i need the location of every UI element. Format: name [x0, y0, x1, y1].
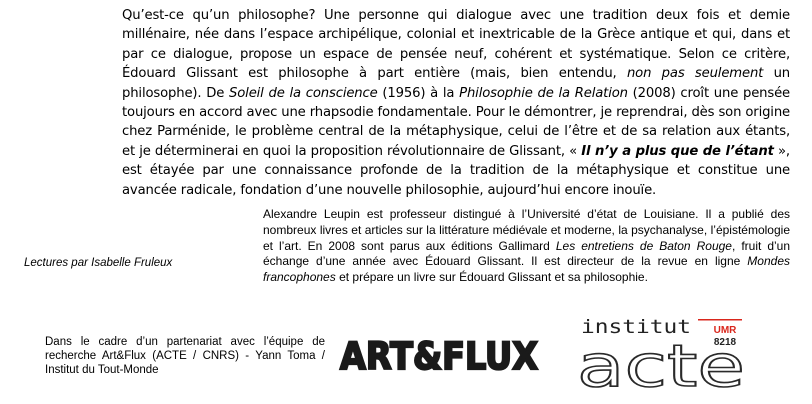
bio-text-3: et prépare un livre sur Édouard Glissant et sa philosophie.	[335, 270, 648, 285]
bio-text-2: , fruit d’un échange d’une année avec Édouard Glissant. Il est directeur de la revue en ligne	[263, 238, 791, 269]
book-title-philosophie: Philosophie de la Relation	[459, 85, 628, 101]
book-title-soleil: Soleil de la conscience	[229, 85, 378, 101]
main-text-3: (1956) à la	[377, 85, 460, 101]
main-text-4: (2008) croît une pensée toujours en accord avec une rhapsodie fondamentale. Pour le démontrer, je reprendrai, dès son origine chez Parménide, le problème central de la métaphysique, celui de l’être et de sa relation aux étants, et je déterminerai en quoi la proposition révolutionnaire de Glissant, «	[122, 85, 791, 159]
author-bio	[263, 207, 790, 286]
bio-book-title: Les entretiens de Baton Rouge	[555, 238, 732, 253]
main-text-1: Qu’est-ce qu’un philosophe? Une personne qui dialogue avec une tradition deux fois et demie millénaire, née dans l’espace archipélique, colonial et inextricable de la Grèce antique et qui, dans et par ce dialogue, propose un espace de pensée neuf, cohérent et systématique. Selon ce critère, Édouard Glissant est philosophe à part entière (mais, bien entendu,	[122, 8, 790, 82]
acte-logo-institut: institut	[581, 316, 691, 338]
artflux-logo	[337, 327, 541, 379]
acte-logo-acte: acte	[577, 332, 745, 392]
lectures-credit: Lectures par Isabelle Fruleux	[24, 257, 173, 269]
artflux-logo-text: ART&FLUX	[340, 335, 538, 378]
bio-text-1: Alexandre Leupin est professeur distingué à l’Université d’état de Louisiane. Il a publié des nombreux livres et articles sur la littérature médiévale et moderne, la psychanalyse, l’épistémologie et l’art. En 2008 sont parus aux éditions Gallimard	[263, 207, 790, 253]
institut-acte-logo	[575, 316, 751, 392]
acte-logo-umr: UMR	[713, 325, 737, 336]
main-paragraph	[122, 6, 790, 200]
main-text-2: un philosophe). De	[122, 66, 790, 101]
main-italic-not-only: non pas seulement	[626, 66, 764, 82]
main-text-5: », est étayée par une connaissance profonde de la tradition de la métaphysique et constitue une avancée radicale, fondation d’une nouvelle philosophie, aujourd’hui encore inouïe.	[122, 143, 790, 198]
glissant-quote: Il n’y a plus que de l’étant	[581, 143, 774, 159]
partnership-note: Dans le cadre d’un partenariat avec l’équipe de recherche Art&Flux (ACTE / CNRS) - Yann Toma / Institut du Tout-Monde	[45, 336, 325, 376]
bio-journal-title: Mondes francophones	[263, 254, 790, 285]
acte-logo-number: 8218	[713, 337, 737, 348]
